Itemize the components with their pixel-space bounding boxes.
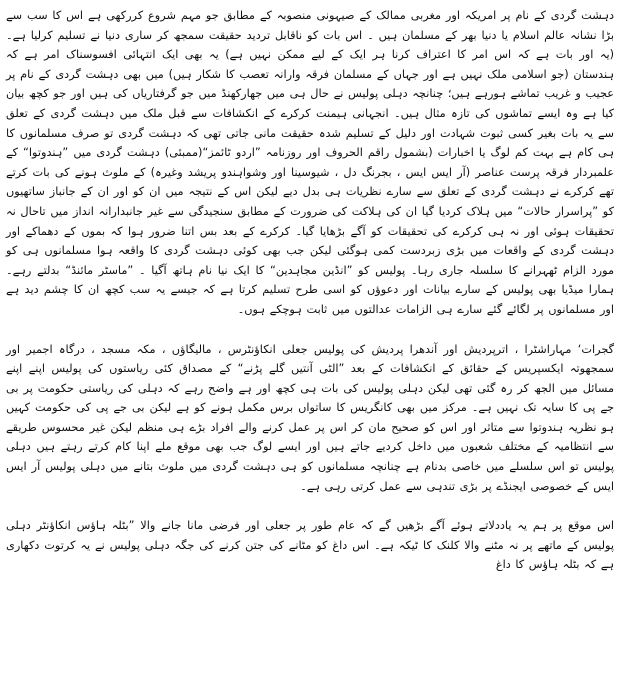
article-paragraph-3: اس موقع پر ہم یہ یاددلاتے ہوئے آگے بڑھیں گے کہ عام طور پر جعلی اور فرضی مانا جانے والا ”بٹلہ ہاؤس انکاؤنٹر دہلی پولیس کے ماتھے پر نہ مٹنے والا کلنک کا ٹیکہ ہے۔ اس داغ کو مٹانے کی جتن کرنے کی جگہ دہلی پولیس نے یہ کرتوت دکھاری ہے کہ بٹلہ ہاؤس کا داغ <box>6 519 614 572</box>
article-paragraph-2: گجرات‘ مہاراشٹرا ، اترپردیش اور آندھرا پردیش کی پولیس جعلی انکاؤنٹرس ، مالیگاؤں ، مکہ مسجد ، درگاہ اجمیر اور سمجھوتہ ایکسپریس کے حقائق کے انکشافات کے بعد ”الٹی آنتیں گلے پڑنے“ کے مصداق کئی ریاستوں کی پولیس اپنے اپنے مسائل میں الجھ کر رہ گئی تھی لیکن دہلی پولیس کی بات ہی کچھ اور ہے واضح رہے کہ دہلی کی ریاستی حکومت پر بی جے پی کا سایہ تک نہیں ہے۔ مرکز میں بھی کانگریس کا ساتواں برس مکمل ہونے کو ہے لیکن بی جے پی کی حکومت کہیں ہو نظریہ ہندوتوا سے متاثر اور اس کو صحیح مان کر اس پر عمل کرنے والے افراد بڑے ہی منظم لیکن غیر محسوس طریقے سے انتظامیہ کے مختلف شعبوں میں داخل کردیے جاتے ہیں اور ایسے لوگ جب بھی موقع ملے اپنا کام کرتے رہتے ہیں دہلی پولیس تو اس سلسلے میں خاصی بدنام ہے چنانچہ مسلمانوں کو ہی دہشت گردی میں ملوث بتانے میں دہلی پولیس آر ایس ایس کے خصوصی ایجنڈے پر بڑی تندہی سے عمل کرتی رہی ہے۔ <box>6 342 614 493</box>
article-page <box>6 6 614 674</box>
article-paragraph-1: دہشت گردی کے نام پر امریکہ اور مغربی ممالک کے صیہونی منصوبہ کے مطابق جو مہم شروع کررکھی ہے اس کا سب سے بڑا نشانہ عالم اسلام یا دنیا بھر کے مسلمان ہیں ۔ اس بات کو ناقابل تردید حقیقت سمجھ کر ساری دنیا نے تسلیم کرلیا ہے۔ (یہ اور بات ہے کہ اس امر کا اعتراف کرنا ہر ایک کے لیے ممکن نہیں ہے) یہ بھی ایک انتہائی افسوسناک امر ہے کہ ہندستان (جو اسلامی ملک نہیں ہے اور جہاں کے مسلمان فرقہ وارانہ تعصب کا شکار ہیں) میں بھی دہشت گردی کے نام پر عجیب و غریب تماشے ہورہے ہیں؛ چنانچہ دہلی پولیس نے حال ہی میں جھارکھنڈ میں جو گرفتاریاں کی ہیں اور جو کچھ بیان کیا ہے وہ ایسے تماشوں کی تازہ مثال ہیں۔ انجہانی ہیمنت کرکرے کے انکشافات سے قبل ملک میں دہشت گردی کے تعلق سے یہ بات بغیر کسی ثبوت شہادت اور دلیل کے تسلیم شدہ حقیقت مانی جاتی تھی کہ دہشت گردی تو صرف مسلمانوں کا ہی کام ہے بہت کم لوگ یا اخبارات (بشمول راقم الحروف اور روزنامہ ”اردو ٹائمز“(ممبئی) دہشت گردی میں ”ہندوتوا“ کے علمبردار فرقہ پرست عناصر (آر ایس ایس ، بجرنگ دل ، شیوسینا اور وشواہندو پریشد وغیرہ) کے ملوث ہونے کی بات کرتے تھے کرکرے نے دہشت گردی کے تعلق سے سارے نظریات ہی بدل دیے لیکن اس کے نتیجہ میں ان کو اور ان کے جانباز ساتھیوں کو ”پراسرار حالات“ میں ہلاک کردیا گیا ان کی ہلاکت کی ضرورت کے مطابق سنجیدگی سے غیر جانبدارانہ انداز میں تاحال نہ تحقیقات ہوئی اور نہ ہی کرکرے کی تحقیقات کو آگے بڑھایا گیا۔ کرکرے کے بعد بس اتنا ضرور ہوا کہ بموں کے دھماکے اور دہشت گردی کے واقعات میں بڑی زبردست کمی ہوگئی لیکن جب بھی کوئی دہشت گردی کا واقعہ ہوا مسلمانوں ہی کو مورد الزام ٹھہرانے کا سلسلہ جاری رہا۔ پولیس کو ”انڈین مجاہدین“ کا ایک نیا نام ہاتھ آگیا ۔ ”ماسٹر مائنڈ“ بدلتے رہے۔ ہمارا میڈیا بھی پولیس کے سارے بیانات اور دعوؤں کو اسی طرح تسلیم کرتا ہے کہ جیسے یہ سب کچھ ان کا چشم دید ہے اور مسلمانوں پر لگائے گئے سارے ہی الزامات عدالتوں میں ثابت ہوچکے ہوں۔ <box>6 9 614 316</box>
